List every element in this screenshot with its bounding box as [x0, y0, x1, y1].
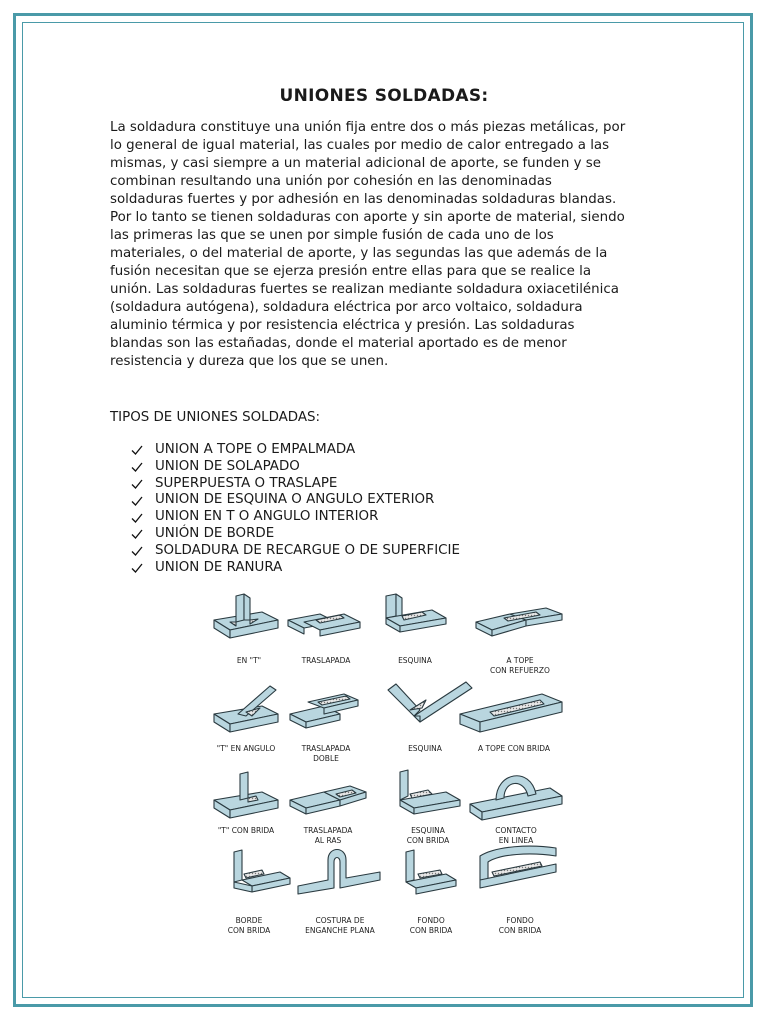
caption-line: CON BRIDA — [406, 836, 450, 845]
caption-edge-flange — [214, 916, 284, 936]
caption-line: TRASLAPADA — [303, 826, 353, 835]
list-item — [130, 526, 460, 543]
caption-butt-flange — [462, 744, 566, 754]
caption-line: CON BRIDA — [227, 926, 271, 935]
paragraph-line: aluminio térmica y por resistencia eléctrica y presión. Las soldaduras — [110, 318, 575, 333]
flush-lap-joint-drawing — [290, 786, 366, 814]
caption-line: TRASLAPADA — [301, 744, 351, 753]
bottom-flange-curved-joint-drawing — [480, 846, 556, 888]
check-icon — [130, 494, 144, 508]
tee-joint-drawing — [214, 594, 278, 638]
edge-flange-joint-drawing — [234, 850, 290, 892]
check-icon — [130, 460, 144, 474]
caption-line: TRASLAPADA — [301, 656, 351, 665]
tee-flange-joint-drawing — [214, 772, 278, 818]
caption-line: BORDE — [235, 916, 263, 925]
check-icon — [130, 443, 144, 457]
caption-line: CON BRIDA — [409, 926, 453, 935]
caption-line: FONDO — [506, 916, 534, 925]
caption-butt-reinforced — [478, 656, 562, 676]
list-item — [130, 492, 460, 509]
weld-joints-illustration — [200, 590, 570, 950]
paragraph-line: La soldadura constituye una unión fija entre dos o más piezas metálicas, por — [110, 120, 626, 135]
list-item-label: SOLDADURA DE RECARGUE O DE SUPERFICIE — [155, 542, 460, 558]
paragraph-line: Por lo tanto se tienen soldaduras con aporte y sin aporte de material, siendo — [110, 210, 625, 225]
section-subtitle: TIPOS DE UNIONES SOLDADAS: — [110, 410, 321, 425]
corner-joint-open-drawing — [388, 682, 472, 722]
paragraph-line: mismas, y casi siempre a un material adicional de aporte, se funden y se — [110, 156, 602, 171]
caption-corner — [380, 656, 450, 666]
caption-corner-flange — [390, 826, 466, 846]
check-icon — [130, 477, 144, 491]
list-item — [130, 442, 460, 459]
caption-line-contact — [476, 826, 556, 846]
list-item-label: UNION DE ESQUINA O ANGULO EXTERIOR — [155, 492, 435, 508]
weld-types-list — [130, 442, 460, 576]
caption-line: FONDO — [417, 916, 445, 925]
lap-joint-drawing — [288, 614, 360, 636]
caption-line: COSTURA DE — [315, 916, 365, 925]
check-icon — [130, 527, 144, 541]
caption-line: CON REFUERZO — [490, 666, 550, 675]
caption-tee — [214, 656, 284, 666]
line-contact-joint-drawing — [470, 776, 562, 820]
caption-line: A TOPE CON BRIDA — [477, 744, 551, 753]
list-item — [130, 459, 460, 476]
paragraph-line: lo general de igual material, las cuales por medio de calor entregado a las — [110, 138, 610, 153]
butt-joint-reinforced-drawing — [476, 608, 562, 636]
caption-line: CONTACTO — [495, 826, 537, 835]
flat-seam-joint-drawing — [298, 850, 380, 895]
caption-line: AL RAS — [314, 836, 342, 845]
list-item — [130, 509, 460, 526]
corner-joint-drawing — [386, 594, 446, 632]
paragraph-line: blandas son las estañadas, donde el material aportado es de menor — [110, 336, 567, 351]
paragraph-line: combinan resultando una unión por cohesión en las denominadas — [110, 174, 552, 189]
bottom-flange-joint-drawing — [406, 850, 456, 894]
paragraph-line: unión. Las soldaduras fuertes se realizan mediante soldadura oxiacetilénica — [110, 282, 619, 297]
check-icon — [130, 511, 144, 525]
caption-tee-flange — [206, 826, 286, 836]
tee-angle-joint-drawing — [214, 686, 278, 732]
caption-bottom-flange — [396, 916, 466, 936]
paragraph-line: (soldadura autógena), soldadura eléctrica por arco voltaico, soldadura — [110, 300, 583, 315]
paragraph-line: soldaduras fuertes y por adhesión en las denominadas soldaduras blandas. — [110, 192, 617, 207]
intro-paragraph — [110, 119, 670, 371]
caption-line: ENGANCHE PLANA — [305, 926, 375, 935]
caption-line: ESQUINA — [411, 826, 445, 835]
list-item-label: UNIÓN DE BORDE — [155, 525, 275, 541]
caption-bottom-flange-2 — [482, 916, 558, 936]
corner-flange-joint-drawing — [400, 770, 460, 814]
caption-line: ESQUINA — [408, 744, 442, 753]
paragraph-line: fusión necesitan que se ejerza presión entre ellas para que se realice la — [110, 264, 592, 279]
paragraph-line: materiales, o del material de aporte, y las segundas las que además de la — [110, 246, 608, 261]
double-lap-joint-drawing — [290, 694, 358, 728]
caption-corner-2 — [390, 744, 460, 754]
list-item — [130, 476, 460, 493]
caption-line: "T" EN ANGULO — [216, 744, 276, 753]
check-icon — [130, 544, 144, 558]
butt-flange-joint-drawing — [460, 694, 562, 732]
caption-line: "T" CON BRIDA — [217, 826, 275, 835]
caption-double-lap — [286, 744, 366, 764]
caption-line: DOBLE — [313, 754, 339, 763]
check-icon — [130, 561, 144, 575]
list-item-label: UNION EN T O ANGULO INTERIOR — [155, 509, 379, 525]
caption-line: A TOPE — [506, 656, 534, 665]
caption-lap — [286, 656, 366, 666]
weld-joints-figure — [200, 590, 570, 950]
caption-line: EN "T" — [236, 656, 262, 665]
list-item-label: UNION DE SOLAPADO — [155, 458, 300, 474]
document-title: UNIONES SOLDADAS: — [279, 86, 489, 106]
caption-line: ESQUINA — [398, 656, 432, 665]
list-item-label: SUPERPUESTA O TRASLAPE — [155, 475, 338, 491]
paragraph-line: las primeras las que se unen por simple fusión de cada uno de los — [110, 228, 554, 243]
caption-tee-angle — [208, 744, 284, 754]
caption-flat-seam — [294, 916, 386, 936]
list-item-label: UNION DE RANURA — [155, 559, 283, 575]
list-item-label: UNION A TOPE O EMPALMADA — [155, 442, 356, 457]
caption-flush-lap — [288, 826, 368, 846]
caption-line: EN LINEA — [498, 836, 534, 845]
caption-line: CON BRIDA — [498, 926, 542, 935]
list-item — [130, 543, 460, 560]
list-item — [130, 560, 460, 577]
paragraph-line: resistencia y dureza que los que se unen. — [110, 354, 389, 369]
